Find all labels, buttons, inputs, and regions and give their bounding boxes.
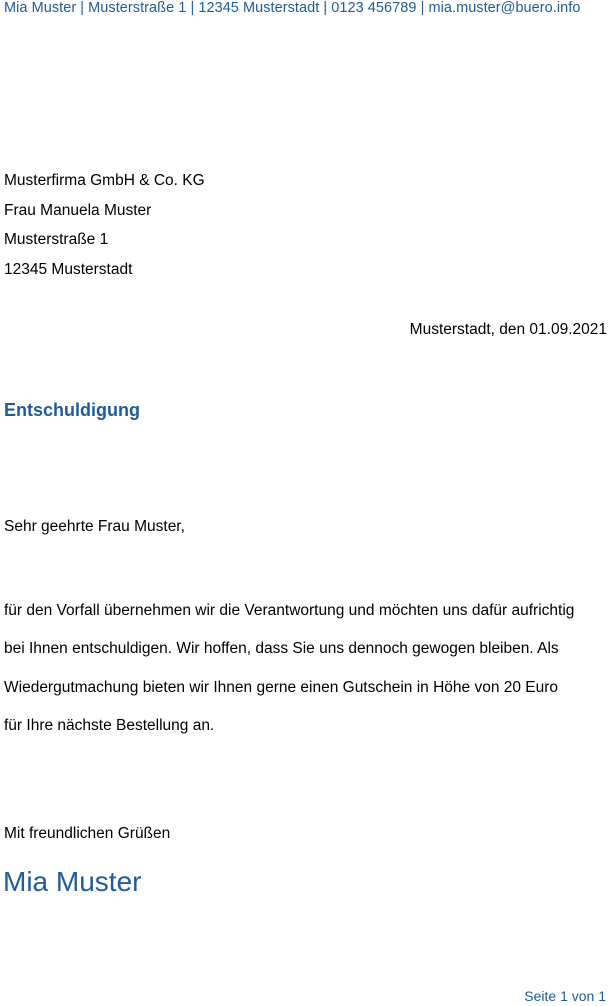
body-line: für den Vorfall übernehmen wir die Verantwortung und möchten uns dafür aufrichtig [4,602,575,619]
closing-phrase: Mit freundlichen Grüßen [4,825,171,842]
recipient-street: Musterstraße 1 [4,231,109,248]
recipient-address-block [4,166,205,284]
body-line: für Ihre nächste Bestellung an. [4,716,215,734]
recipient-city: 12345 Musterstadt [4,260,133,278]
body-line: bei Ihnen entschuldigen. Wir hoffen, dass Sie uns dennoch gewogen bleiben. Als [4,640,559,658]
recipient-company: Musterfirma GmbH & Co. KG [4,172,205,189]
body-line: Wiedergutmachung bieten wir Ihnen gerne einen Gutschein in Höhe von 20 Euro [4,678,559,696]
page-number: Seite 1 von 1 [524,988,606,1004]
sender-address-line: Mia Muster | Musterstraße 1 | 12345 Musterstadt | 0123 456789 | mia.muster@buero.info [4,0,581,16]
recipient-name: Frau Manuela Muster [4,201,152,219]
letter-subject: Entschuldigung [4,400,140,420]
signature-name: Mia Muster [3,866,142,897]
letter-body [4,592,574,745]
date-line: Musterstadt, den 01.09.2021 [409,321,607,338]
salutation: Sehr geehrte Frau Muster, [4,518,185,535]
